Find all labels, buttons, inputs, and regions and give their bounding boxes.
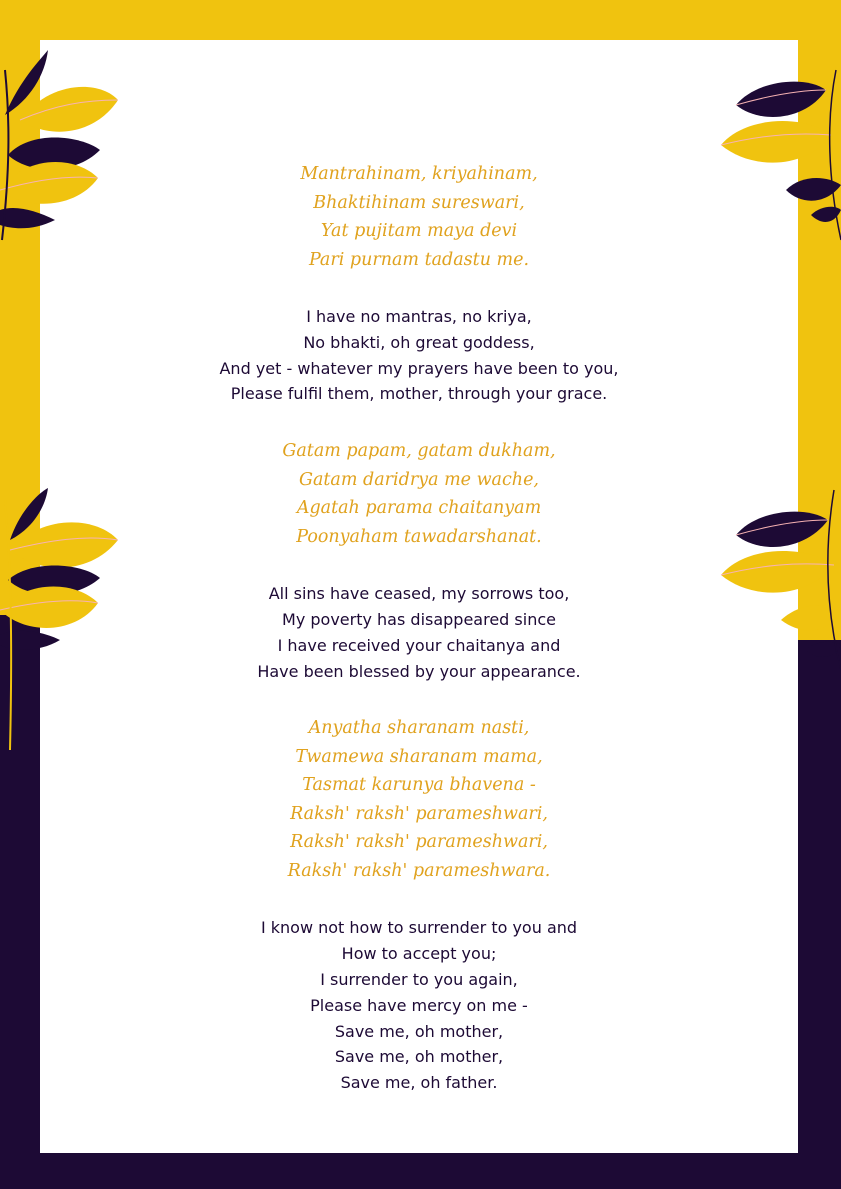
- poem-line: Raksh' raksh' parameshwari,: [290, 803, 548, 824]
- poem-line: Raksh' raksh' parameshwara.: [287, 860, 551, 881]
- poem-line: Raksh' raksh' parameshwari,: [290, 832, 548, 853]
- poem-line: Agatah parama chaitanyam: [296, 498, 542, 519]
- english-stanza-1: [40, 304, 798, 407]
- poem-line: No bhakti, oh great goddess,: [303, 332, 535, 352]
- poem-line: Please fulfil them, mother, through your grace.: [230, 384, 608, 404]
- sanskrit-stanza-2: [40, 437, 798, 551]
- poem-line: Yat pujitam maya devi: [320, 221, 518, 241]
- poem-line: Gatam papam, gatam dukham,: [282, 441, 556, 462]
- poem-line: All sins have ceased, my sorrows too,: [268, 584, 570, 604]
- poem-line: Pari purnam tadastu me.: [308, 249, 530, 270]
- poem-line: Save me, oh mother,: [334, 1047, 504, 1067]
- poem-line: Save me, oh mother,: [334, 1021, 504, 1041]
- poem-line: Gatam daridrya me wache,: [298, 469, 539, 490]
- poem-line: Poonyaham tawadarshanat.: [296, 526, 542, 547]
- sanskrit-stanza-3: [40, 714, 798, 885]
- poem-line: Mantrahinam, kriyahinam,: [300, 164, 538, 184]
- poem-line: Twamewa sharanam mama,: [295, 746, 543, 767]
- poem-line: Have been blessed by your appearance.: [257, 661, 581, 681]
- poem-line: And yet - whatever my prayers have been to you,: [219, 358, 619, 378]
- poem-line: How to accept you;: [341, 944, 497, 964]
- poem-line: My poverty has disappeared since: [282, 609, 556, 629]
- sanskrit-stanza-1: [40, 160, 798, 274]
- poem: [40, 160, 798, 1126]
- english-stanza-3: [40, 915, 798, 1096]
- poem-line: I know not how to surrender to you and: [260, 918, 578, 938]
- poem-line: Please have mercy on me -: [310, 995, 528, 1015]
- poem-line: Save me, oh father.: [340, 1073, 498, 1093]
- poem-line: Bhaktihinam sureswari,: [313, 192, 525, 213]
- poem-line: I have no mantras, no kriya,: [306, 307, 532, 326]
- poem-line: I have received your chaitanya and: [277, 635, 561, 655]
- poem-line: Tasmat karunya bhavena -: [302, 775, 536, 796]
- poem-line: I surrender to you again,: [320, 969, 518, 989]
- poem-line: Anyatha sharanam nasti,: [308, 718, 530, 739]
- english-stanza-2: [40, 581, 798, 684]
